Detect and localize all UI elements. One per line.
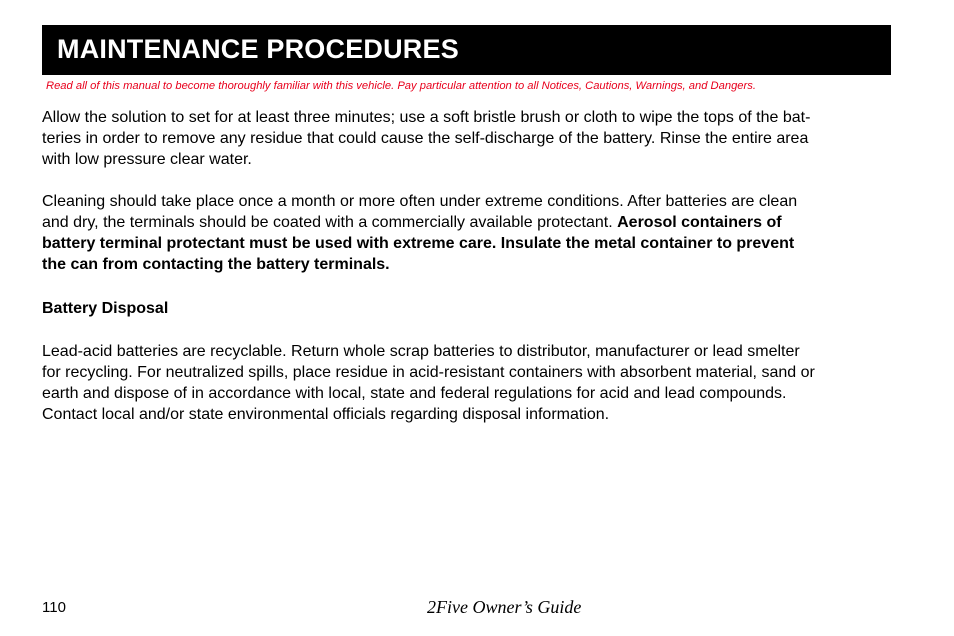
warning-text: battery terminal protectant must be used with extreme care. Insulate the metal container to prevent — [42, 235, 795, 252]
warning-text: Aerosol containers of — [617, 214, 782, 231]
page-number: 110 — [42, 599, 66, 616]
battery-disposal-heading: Battery Disposal — [42, 300, 169, 317]
paragraph-text: and dry, the terminals should be coated with a commercially available protectant. — [42, 214, 618, 231]
section-header-bar — [42, 25, 891, 75]
paragraph-line — [42, 212, 892, 233]
paragraph-line: Lead-acid batteries are recyclable. Return whole scrap batteries to distributor, manufacturer or lead smelter — [42, 343, 800, 360]
paragraph-line: Allow the solution to set for at least three minutes; use a soft bristle brush or cloth to wipe the tops of the bat- — [42, 109, 811, 126]
warning-text: the can from contacting the battery terminals. — [42, 256, 390, 273]
paragraph-line: for recycling. For neutralized spills, place residue in acid-resistant containers with absorbent material, sand or — [42, 364, 815, 381]
paragraph-line: Contact local and/or state environmental officials regarding disposal information. — [42, 406, 610, 423]
safety-notice: Read all of this manual to become thoroughly familiar with this vehicle. Pay particular attention to all Notices, Cautions, Warnings, and Dangers. — [46, 80, 756, 92]
paragraph-line: Cleaning should take place once a month or more often under extreme conditions. After batteries are clean — [42, 193, 798, 210]
paragraph-line: earth and dispose of in accordance with local, state and federal regulations for acid and lead compounds. — [42, 385, 787, 402]
cleaning-instructions-paragraph — [42, 107, 892, 170]
paragraph-line: with low pressure clear water. — [42, 151, 252, 168]
guide-title: 2Five Owner’s Guide — [427, 597, 582, 617]
section-title: MAINTENANCE PROCEDURES — [57, 34, 459, 64]
paragraph-line: teries in order to remove any residue that could cause the self-discharge of the battery. Rinse the entire area — [42, 130, 809, 147]
battery-disposal-paragraph — [42, 341, 892, 425]
cleaning-frequency-paragraph — [42, 191, 892, 275]
